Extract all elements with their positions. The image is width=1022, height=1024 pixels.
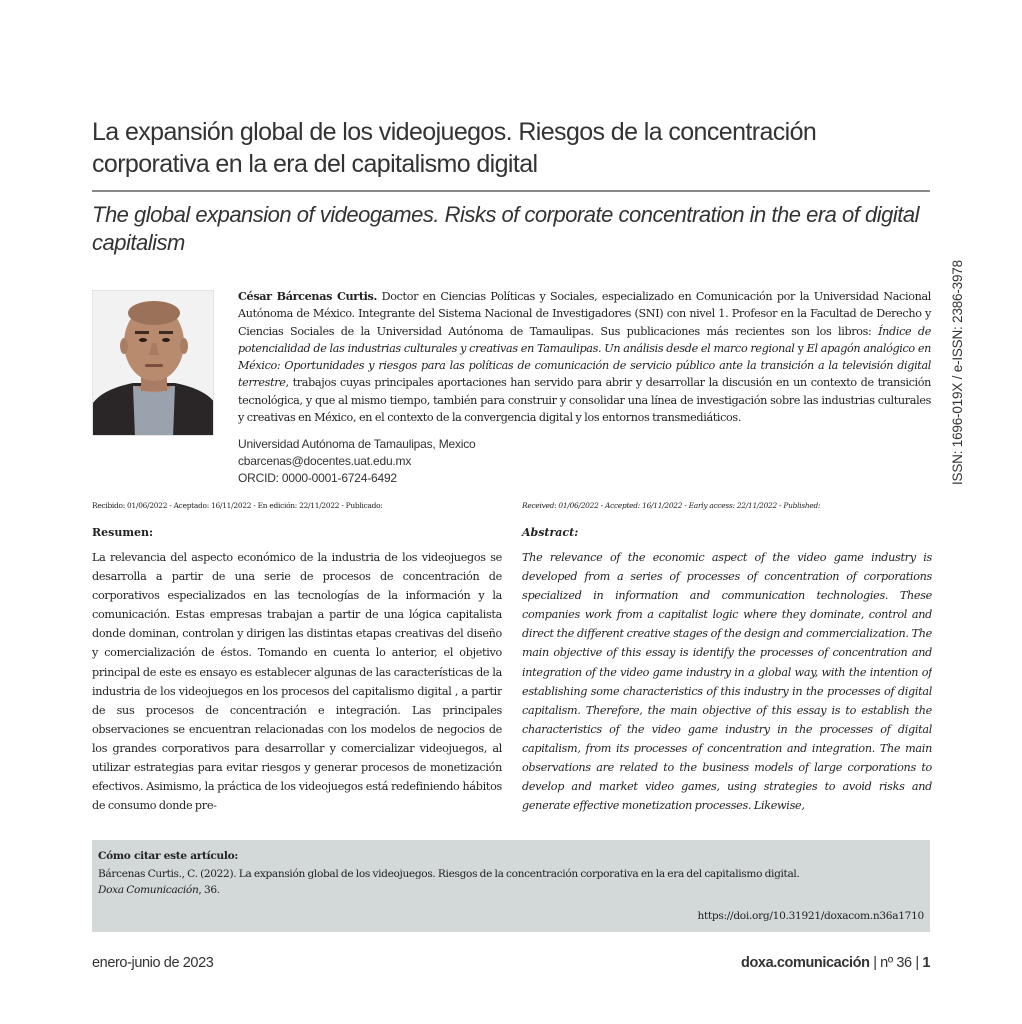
citation-journal: Doxa Comunicación (98, 884, 199, 896)
citation-text (98, 866, 924, 898)
author-photo (92, 290, 214, 436)
citation-heading: Cómo citar este artículo: (98, 850, 239, 862)
bio-text-2: y (794, 341, 807, 355)
dates-spanish: Recibido: 01/06/2022 - Aceptado: 16/11/2022 - En edición: 22/11/2022 - Publicado: (92, 501, 383, 510)
footer-page-number: 1 (922, 955, 930, 971)
bio-text-3: , trabajos cuyas principales aportaciones han servido para abrir y desarrollar la discusión en un contexto de transición tecnológica, y que al mismo tiempo, también para construir y consolidar una línea de investigación sobre las industrias culturales y creativas en México, en el contexto de la convergencia digital y los entornos transmediáticos. (238, 376, 931, 425)
author-portrait-image (93, 291, 214, 436)
author-bio (238, 288, 931, 426)
author-orcid[interactable]: ORCID: 0000-0001-6724-6492 (238, 471, 397, 485)
citation-reference: Bárcenas Curtis., C. (2022). La expansión global de los videojuegos. Riesgos de la concentración corporativa en la era del capitalismo digital. (98, 868, 800, 880)
book-title-2: El apagón analógico en México: Oportunidades y riesgos para las políticas de comunicación de servicio público ante la transición a la televisión digital terrestre (238, 341, 931, 390)
citation-volume: , 36. (198, 884, 220, 896)
citation-box (92, 840, 930, 932)
book-title-1: Índice de potencialidad de las industrias culturales y creativas en Tamaulipas. Un análisis desde el marco regional (238, 324, 931, 355)
bio-text-1: Doctor en Ciencias Políticas y Sociales, especializado en Comunicación por la Universidad Nacional Autónoma de México. Integrante del Sistema Nacional de Investigadores (SNI) con nivel 1. Profesor en la Facultad de Derecho y Ciencias Sociales de la Universidad Autónoma de Tamaulipas. Sus publicaciones más recientes son los libros: (238, 290, 931, 338)
abstract-heading-english: Abstract: (522, 526, 579, 539)
abstract-text-english: The relevance of the economic aspect of the video game industry is developed from a series of processes of concentration of corporations specialized in information and communication technologies. These companies work from a capitalist logic where they dominate, control and direct the different creative stages of the design and commercialization. The main objective of this essay is identify the processes of concentration and integration of the video game industry in a global way, with the intention of establishing some characteristics of this industry in the processes of digital capitalism. Therefore, the main objective of this essay is to establish the characteristics of the video game industry in the processes of digital capitalism, from its processes of concentration and integration. The main observations are related to the business models of large corporations to develop and market video games, using strategies to avoid risks and generate effective monetization processes. Likewise, (522, 551, 932, 813)
article-title-english: The global expansion of videogames. Risks of corporate concentration in the era of digital capitalism (92, 202, 919, 255)
title-divider (92, 190, 930, 192)
footer-issue: | nº 36 | (869, 955, 923, 971)
dates-english: Received: 01/06/2022 - Accepted: 16/11/2022 - Early access: 22/11/2022 - Published: (522, 501, 821, 510)
footer-journal-name: doxa.comunicación (740, 955, 870, 971)
author-email[interactable]: cbarcenas@docentes.uat.edu.mx (238, 454, 412, 468)
abstract-heading-spanish: Resumen: (92, 526, 154, 539)
abstract-text-spanish: La relevancia del aspecto económico de la industria de los videojuegos se desarrolla a partir de una serie de procesos de concentración de corporativos especializados en las tecnologías de la información y la comunicación. Estas empresas trabajan a partir de una lógica capitalista donde dominan, controlan y dirigen las distintas etapas creativas del diseño y comercialización de éstos. Tomando en cuenta lo anterior, el objetivo principal de este es ensayo es establecer algunas de las características de la industria de los videojuegos en los procesos del capitalismo digital , a partir de sus procesos de concentración e integración. Las principales observaciones se encuentran relacionadas con los modelos de negocios de los grandes corporativos para desarrollar y comercializar videojuegos, al utilizar estrategias para evitar riesgos y generar procesos de monetización efectivos. Asimismo, la práctica de los videojuegos está redefiniendo hábitos de consumo donde pre- (92, 551, 502, 813)
author-contact (238, 436, 638, 487)
article-title-spanish: La expansión global de los videojuegos. Riesgos de la concentración corporativa en la era del capitalismo digital (92, 118, 817, 178)
footer-journal-info (741, 955, 930, 971)
author-name: César Bárcenas Curtis. (238, 289, 378, 303)
citation-doi-link[interactable]: https://doi.org/10.31921/doxacom.n36a1710 (697, 910, 924, 922)
issn-label: ISSN: 1696-019X / e-ISSN: 2386-3978 (950, 260, 965, 485)
author-affiliation: Universidad Autónoma de Tamaulipas, Mexico (238, 437, 476, 451)
footer-period: enero-junio de 2023 (92, 955, 214, 971)
